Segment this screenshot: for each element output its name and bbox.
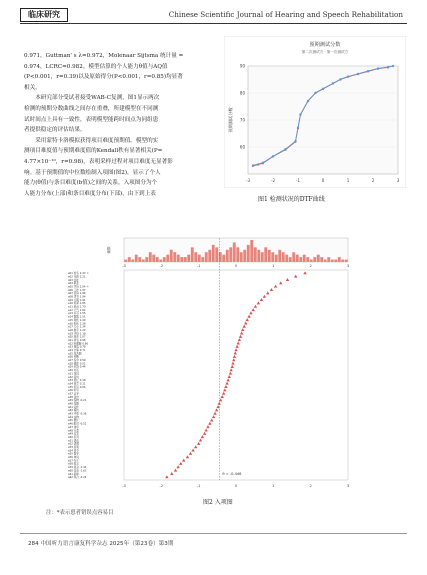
data-point	[332, 82, 334, 84]
item-label: a04 职业	[68, 282, 79, 286]
body-line: 检测的预期分数曲线之间存在重叠，所建模型在不同测	[24, 105, 159, 112]
item-label: a42 模仿	[68, 409, 79, 413]
chart-title: 预期测试分数	[309, 42, 341, 48]
y-tick-label: 80	[239, 90, 245, 96]
x-tick-label: 1	[346, 178, 350, 183]
item-label: a49 自发	[68, 432, 79, 436]
histogram-bar	[128, 257, 131, 262]
item-label: a50 系列	[68, 435, 79, 439]
item-label: a38 读句	[68, 395, 79, 399]
histogram-bar	[233, 242, 236, 262]
histogram-bar	[170, 250, 173, 262]
data-point	[294, 140, 296, 142]
x-tick-label: -2	[159, 264, 164, 268]
item-label: a05 学历 2.04 ＊	[68, 285, 89, 289]
histogram-bar	[208, 250, 211, 262]
item-label: a31 找词	[68, 372, 79, 376]
histogram-bar	[173, 252, 176, 262]
data-point	[314, 92, 316, 94]
x-tick-label: 3	[346, 264, 350, 268]
item-label: a10 时间 1.85	[68, 302, 86, 306]
histogram-bar	[138, 257, 141, 262]
histogram-bar	[299, 257, 302, 262]
x-tick-label: -3	[246, 178, 250, 183]
body-line: 能力(θ值)与条目难度(b值)之间的关系。入项图分为个	[24, 180, 158, 187]
data-point	[392, 65, 394, 67]
body-line: 测项目难度值与预期难度值的Kendall秩有显著相关(P=	[24, 148, 163, 155]
figure-note: 注：*表示患者错误点容易目	[46, 510, 114, 516]
histogram-bar	[345, 260, 348, 262]
histogram-bar	[324, 260, 327, 262]
dtf-curve-chart	[224, 36, 406, 188]
histogram-bar	[184, 257, 187, 262]
histogram-bar	[201, 257, 204, 262]
histogram-bar	[268, 250, 271, 262]
histogram-bar	[303, 255, 306, 262]
item-label: a14 数数 1.51	[68, 315, 86, 319]
x-tick-label: 2	[309, 264, 312, 268]
histogram-bar	[240, 252, 243, 262]
x-tick-label: -2	[159, 484, 164, 488]
item-label: a08 季节 1.94	[68, 295, 86, 299]
histogram-bar	[275, 255, 278, 262]
histogram-bar	[250, 240, 253, 262]
histogram-bar	[306, 257, 309, 262]
item-label: a52 语调	[68, 442, 79, 446]
histogram-bar	[205, 252, 208, 262]
histogram-bar	[313, 257, 316, 262]
histogram-bar	[131, 260, 134, 262]
item-label: a22 听理解 0.86	[68, 342, 89, 346]
histogram-bar	[226, 250, 229, 262]
histogram-bar	[166, 255, 169, 262]
y-tick-label: 70	[239, 117, 245, 123]
data-point	[387, 66, 389, 68]
x-tick-label: 2	[371, 178, 375, 183]
page-footer: 284 中国听力语言康复科学杂志 2025年（第23卷）第3期	[28, 541, 174, 547]
item-label: a19 字母 1.18	[68, 332, 86, 336]
histogram-bar	[285, 255, 288, 262]
item-label: a46 配对 -0.52	[68, 422, 87, 426]
histogram-bar	[212, 245, 215, 262]
data-point	[322, 88, 324, 90]
histogram-bar	[289, 257, 292, 262]
histogram-bar	[191, 247, 194, 262]
journal-title: Chinese Scientific Journal of Hearing and Speech Rehabilitation	[168, 10, 403, 19]
histogram-bar	[135, 255, 138, 262]
histogram-bar	[338, 257, 341, 262]
item-label: a59 复杂 -1.42	[68, 466, 87, 470]
body-text	[24, 51, 212, 199]
histogram-bar	[156, 257, 159, 262]
item-label: a45 图片	[68, 419, 79, 423]
item-label: a03 住址	[68, 278, 79, 282]
item-label: a09 日期 1.91	[68, 298, 86, 302]
histogram-bar	[194, 252, 197, 262]
histogram-bar	[257, 250, 260, 262]
item-label: a54 命令	[68, 449, 79, 453]
body-line: 4.77×10⁻¹⁰，r=0.98)，表明采样过程对项目难度无显著影	[24, 158, 173, 165]
item-label: a15 颜色 1.49	[68, 318, 86, 322]
figure2-caption: 图2 入项图	[203, 499, 233, 506]
histogram-bar	[310, 260, 313, 262]
histogram-y-label: 频数	[107, 246, 111, 254]
body-line: 0.974，LCRC=0.982。模型估算的个人能力θ值与AQ值	[24, 63, 168, 70]
header-rule	[20, 23, 407, 24]
wright-map-chart	[62, 234, 352, 492]
data-point	[357, 73, 359, 75]
body-line: (P<0.001，r=0.39)以及原始得分(P<0.001，r=0.85)均显著	[24, 74, 183, 81]
item-label: a40 指图	[68, 402, 79, 406]
histogram-bar	[317, 255, 320, 262]
histogram-bar	[124, 260, 127, 262]
item-label: a20 复述 1.07	[68, 335, 86, 339]
item-label: a21 命名 0.96	[68, 338, 86, 342]
histogram-bar	[296, 255, 299, 262]
body-line: 本研究部分受试者接受WAB-C复测，图1显示两次	[24, 95, 160, 102]
item-label: a25 是否题	[68, 352, 82, 356]
data-point	[297, 126, 299, 128]
item-label: a06 工作 1.97	[68, 288, 86, 292]
x-tick-label: -3	[122, 264, 126, 268]
item-label: a62 综合 -2.24	[68, 476, 87, 480]
y-axis-label: 预期测试分数	[228, 107, 233, 133]
item-label: a17 大小 1.34	[68, 325, 86, 329]
histogram-bar	[271, 252, 274, 262]
x-tick-label: 1	[272, 484, 275, 488]
item-label: a39 指物 -0.21	[68, 399, 87, 403]
chart-subtitle: 第二次测试方 · 第一次测试方	[301, 50, 349, 54]
histogram-bar	[222, 255, 225, 262]
item-label: a56 单词	[68, 456, 79, 460]
item-label: a51 语音	[68, 439, 79, 443]
item-label: a13 书写 1.55	[68, 312, 86, 316]
histogram-bar	[198, 255, 201, 262]
item-label: a53 流利	[68, 446, 79, 450]
data-point	[272, 155, 274, 157]
data-point	[377, 67, 379, 69]
histogram-bar	[236, 247, 239, 262]
section-label: 临床研究	[20, 8, 68, 22]
item-label: a37 认字	[68, 392, 79, 396]
x-tick-label: -3	[122, 484, 126, 488]
body-line: 响。基于预期值的中位数绘制入项图(图2)，显示了个人	[24, 169, 161, 176]
histogram-bar	[163, 257, 166, 262]
histogram-bar	[282, 252, 285, 262]
item-label: a41 动作	[68, 405, 79, 409]
x-tick-label: 0	[321, 178, 325, 183]
item-label: a48 分类	[68, 429, 79, 433]
item-label: a36 听写	[68, 389, 79, 393]
x-tick-label: -2	[271, 178, 275, 183]
body-line: 相关。	[24, 84, 41, 91]
item-label: a32 造句	[68, 375, 79, 379]
y-tick-label: 90	[239, 63, 245, 69]
histogram-bar	[320, 257, 323, 262]
item-label: a12 天气 1.62	[68, 308, 86, 312]
histogram-bar	[180, 257, 183, 262]
histogram-bar	[247, 245, 250, 262]
item-label: a55 数字	[68, 452, 79, 456]
histogram-bar	[187, 255, 190, 262]
item-label: a29 问答 0.44	[68, 365, 86, 369]
item-label: a23 阅读 0.78	[68, 345, 86, 349]
item-label: a60 自动 -1.63	[68, 469, 87, 473]
item-label: a57 句子	[68, 459, 79, 463]
histogram-bar	[264, 247, 267, 262]
histogram-bar	[229, 247, 232, 262]
item-label: a26 判断	[68, 355, 79, 359]
item-label: a35 抄写 0.04	[68, 385, 86, 389]
item-label: a27 指令 0.59	[68, 359, 86, 363]
x-tick-label: -1	[196, 264, 201, 268]
body-line: 人能力分布(上部)和条目难度分布(下部)，由下到上表	[24, 190, 156, 197]
x-tick-label: -1	[296, 178, 300, 183]
histogram-bar	[145, 257, 148, 262]
body-line: 试时间点上具有一致性，表明模型能跨时间点为同组患	[24, 116, 159, 123]
data-point	[347, 75, 349, 77]
y-tick-label: 60	[239, 144, 245, 150]
histogram-bar	[177, 255, 180, 262]
item-label: a01 姓名 2.43 ＊	[68, 272, 89, 276]
figure1-caption: 图1 检测状况的DTF曲线	[258, 196, 325, 203]
item-panel-frame	[124, 270, 348, 480]
item-label: a18 数字 1.22	[68, 328, 86, 332]
x-tick-label: 3	[396, 178, 400, 183]
item-label: a43 手势 -0.38	[68, 412, 87, 416]
data-point	[367, 70, 369, 72]
item-label: a28 描述 0.51	[68, 362, 86, 366]
histogram-bar	[278, 250, 281, 262]
histogram-bar	[149, 252, 152, 262]
item-label: a02 年龄 2.21	[68, 275, 86, 279]
x-tick-label: 2	[309, 484, 312, 488]
histogram-bar	[243, 250, 246, 262]
histogram-bar	[215, 247, 218, 262]
histogram-bar	[341, 260, 344, 262]
x-tick-label: 0	[234, 264, 238, 268]
item-label: a30 对话	[68, 369, 79, 373]
item-label: a34 复写 0.11	[68, 382, 86, 386]
histogram-bar	[292, 252, 295, 262]
item-label: a07 家庭 1.96	[68, 292, 86, 296]
item-label: a24 计算 0.71	[68, 349, 86, 353]
body-line: 采用蒙特卡洛模拟获得项目难度预期值。模型的实	[24, 137, 159, 144]
item-label: a58 短文	[68, 462, 79, 466]
data-point	[307, 100, 309, 102]
histogram-bar	[142, 260, 145, 262]
item-label: a47 排序	[68, 425, 79, 429]
histogram-bar	[254, 247, 257, 262]
item-label: a33 回忆 0.18	[68, 379, 86, 383]
footer-rule	[20, 533, 407, 534]
item-label: a44 实物	[68, 415, 79, 419]
histogram-bar	[331, 260, 334, 262]
x-tick-label: 3	[346, 484, 350, 488]
reference-line-label: θ = -0.446	[222, 472, 242, 476]
histogram-bar	[327, 257, 330, 262]
item-label: a16 形状 1.38	[68, 322, 86, 326]
x-tick-label: 0	[234, 484, 238, 488]
data-point	[299, 113, 301, 115]
data-point	[339, 78, 341, 80]
histogram-bar	[334, 260, 337, 262]
histogram-bar	[159, 260, 162, 262]
body-line: 者提供稳定的评估结果。	[24, 127, 86, 134]
item-label: a11 地点 1.79	[68, 305, 86, 309]
data-point	[284, 148, 286, 150]
data-point	[262, 162, 264, 164]
x-tick-label: 1	[272, 264, 275, 268]
item-label: a61 韵律	[68, 472, 79, 476]
data-point	[252, 164, 254, 166]
histogram-bar	[152, 255, 155, 262]
x-tick-label: -1	[196, 484, 201, 488]
histogram-bar	[261, 252, 264, 262]
body-line: 0.971，Guttman' s λ=0.972，Molenaar Sijtsma 统计量 =	[24, 53, 184, 59]
